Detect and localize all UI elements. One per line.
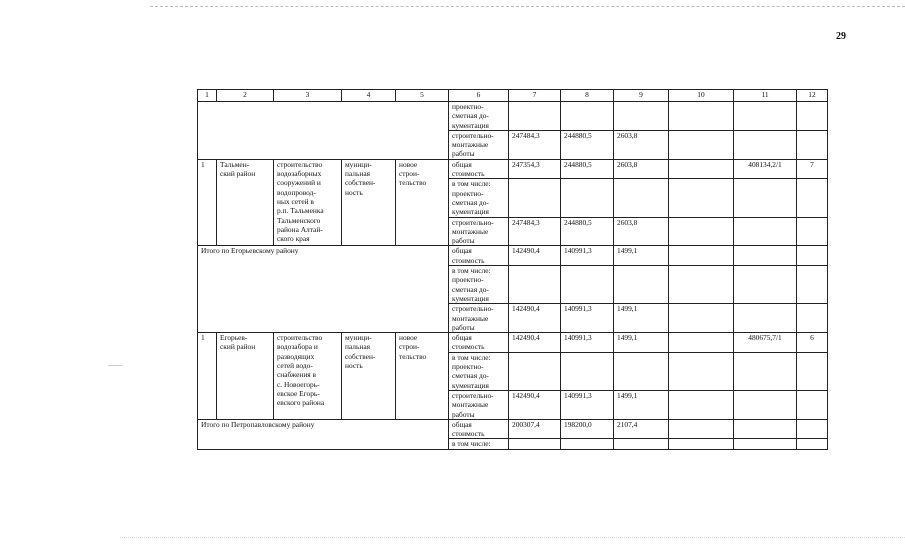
value-cell: 1499,1 (614, 304, 669, 333)
bottom-scan-line (120, 537, 905, 538)
value-cell: 408134,2/1 (734, 159, 797, 179)
margin-mark (108, 365, 122, 366)
ownership-cell: муници- пальная собствен- ность (342, 159, 396, 246)
value-cell: 247484,3 (509, 217, 561, 246)
row-type-cell: общая стоимость (449, 333, 509, 353)
table-row (198, 246, 828, 266)
column-header: 6 (449, 90, 509, 102)
value-cell: 1499,1 (614, 390, 669, 419)
object-cell: строительство водозаборных сооружений и водопровод- ных сетей в р.п. Тальменка Тальменского района Алтай- ского края (274, 159, 342, 246)
budget-table (197, 89, 828, 450)
value-cell: 6 (797, 333, 828, 353)
row-type-cell: в том числе: проектно- сметная до- кументация (449, 179, 509, 217)
subtotal-label: Итого по Петропавловскому району (198, 419, 449, 449)
ownership-cell: муници- пальная собствен- ность (342, 333, 396, 420)
table-row (198, 333, 828, 353)
construction-type-cell: новое строи- тельство (396, 159, 449, 246)
value-cell: 244880,5 (561, 159, 614, 179)
column-header: 1 (198, 90, 217, 102)
row-type-cell: строительно- монтажные работы (449, 304, 509, 333)
row-type-cell: строительно- монтажные работы (449, 130, 509, 159)
item-number: 1 (198, 333, 217, 420)
value-cell: 1499,1 (614, 333, 669, 353)
construction-type-cell: новое строи- тельство (396, 333, 449, 420)
value-cell: 142490,4 (509, 390, 561, 419)
value-cell: 2107,4 (614, 419, 669, 439)
table-row (198, 102, 828, 131)
value-cell: 480675,7/1 (734, 333, 797, 353)
column-header: 2 (217, 90, 274, 102)
row-type-cell: в том числе: проектно- сметная до- кументация (449, 352, 509, 390)
value-cell: 1499,1 (614, 246, 669, 266)
value-cell: 140991,3 (561, 246, 614, 266)
column-header: 5 (396, 90, 449, 102)
value-cell: 140991,3 (561, 304, 614, 333)
empty-merged-cell (198, 102, 449, 160)
value-cell: 247484,3 (509, 130, 561, 159)
district-cell: Тальмен- ский район (217, 159, 274, 246)
column-header: 3 (274, 90, 342, 102)
row-type-cell: в том числе: (449, 439, 509, 449)
column-header: 7 (509, 90, 561, 102)
row-type-cell: строительно- монтажные работы (449, 390, 509, 419)
item-number: 1 (198, 159, 217, 246)
value-cell: 142490,4 (509, 304, 561, 333)
value-cell: 7 (797, 159, 828, 179)
value-cell: 244880,5 (561, 217, 614, 246)
column-header: 10 (669, 90, 734, 102)
row-type-cell: строительно- монтажные работы (449, 217, 509, 246)
value-cell: 198200,0 (561, 419, 614, 439)
top-scan-line (150, 6, 905, 7)
row-type-cell: в том числе: проектно- сметная до- кументация (449, 266, 509, 304)
value-cell: 2603,8 (614, 130, 669, 159)
object-cell: строительство водозабора и разводящих сетей водо- снабжения в с. Новоегорь- евское Егорь- евского района (274, 333, 342, 420)
value-cell: 140991,3 (561, 333, 614, 353)
table-row (198, 419, 828, 439)
value-cell: 142490,4 (509, 246, 561, 266)
row-type-cell: проектно- сметная до- кументация (449, 102, 509, 131)
column-header: 8 (561, 90, 614, 102)
row-type-cell: общая стоимость (449, 419, 509, 439)
value-cell: 140991,3 (561, 390, 614, 419)
column-header: 12 (797, 90, 828, 102)
table-row (198, 159, 828, 179)
value-cell: 244880,5 (561, 130, 614, 159)
value-cell: 2603,8 (614, 159, 669, 179)
column-header: 9 (614, 90, 669, 102)
value-cell: 247354,3 (509, 159, 561, 179)
district-cell: Егорьев- ский район (217, 333, 274, 420)
value-cell: 2603,8 (614, 217, 669, 246)
row-type-cell: общая стоимость (449, 159, 509, 179)
column-header: 11 (734, 90, 797, 102)
row-type-cell: общая стоимость (449, 246, 509, 266)
value-cell: 200307,4 (509, 419, 561, 439)
header-row (198, 90, 828, 102)
subtotal-label: Итого по Егорьевскому району (198, 246, 449, 333)
value-cell: 142490,4 (509, 333, 561, 353)
page-number: 29 (836, 31, 846, 42)
column-header: 4 (342, 90, 396, 102)
